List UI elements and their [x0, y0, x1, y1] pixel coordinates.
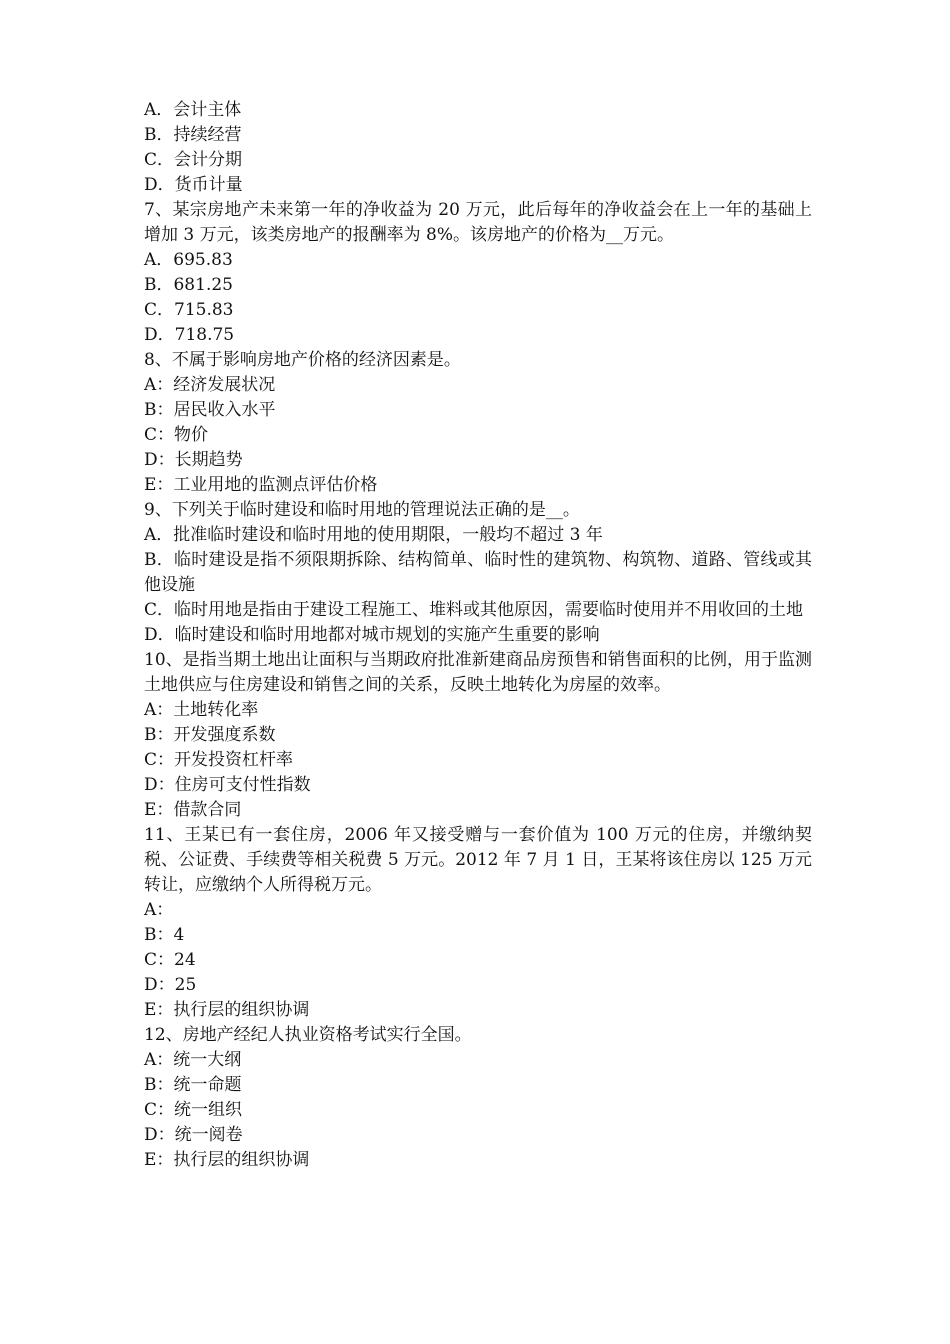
- question-7: 7、某宗房地产未来第一年的净收益为 20 万元，此后每年的净收益会在上一年的基础上增加 3 万元，该类房地产的报酬率为 8%。该房地产的价格为__万元。: [144, 200, 812, 245]
- option-line: C：物价: [144, 425, 209, 445]
- option-line: E：工业用地的监测点评估价格: [144, 475, 378, 495]
- option-line: B．681.25: [144, 275, 233, 295]
- option-line: C．会计分期: [144, 150, 243, 170]
- option-line: D：住房可支付性指数: [144, 775, 311, 795]
- option-line: A：经济发展状况: [144, 375, 276, 395]
- option-line: A：统一大纲: [144, 1050, 242, 1070]
- option-line: B．临时建设是指不须限期拆除、结构简单、临时性的建筑物、构筑物、道路、管线或其他设施: [144, 550, 812, 595]
- option-line: B：开发强度系数: [144, 725, 276, 745]
- option-line: D：25: [144, 975, 197, 995]
- option-line: B．持续经营: [144, 125, 242, 145]
- option-line: D．临时建设和临时用地都对城市规划的实施产生重要的影响: [144, 625, 600, 645]
- option-line: C：24: [144, 950, 196, 970]
- question-9: 9、下列关于临时建设和临时用地的管理说法正确的是__。: [144, 500, 580, 520]
- option-line: D．货币计量: [144, 175, 243, 195]
- option-line: A：土地转化率: [144, 700, 259, 720]
- option-line: D：长期趋势: [144, 450, 243, 470]
- option-line: E：执行层的组织协调: [144, 1000, 310, 1020]
- option-line: A．695.83: [144, 250, 233, 270]
- option-line: B：4: [144, 925, 185, 945]
- option-line: C：开发投资杠杆率: [144, 750, 294, 770]
- document-body: [144, 98, 812, 1173]
- option-line: B：居民收入水平: [144, 400, 276, 420]
- question-12: 12、房地产经纪人执业资格考试实行全国。: [144, 1025, 472, 1045]
- option-line: A．批准临时建设和临时用地的使用期限，一般均不超过 3 年: [144, 525, 603, 545]
- option-line: C：统一组织: [144, 1100, 243, 1120]
- question-10: 10、是指当期土地出让面积与当期政府批准新建商品房预售和销售面积的比例，用于监测土地供应与住房建设和销售之间的关系，反映土地转化为房屋的效率。: [144, 650, 812, 695]
- question-11: 11、王某已有一套住房，2006 年又接受赠与一套价值为 100 万元的住房，并缴纳契税、公证费、手续费等相关税费 5 万元。2012 年 7 月 1 日，王某将该住房以 125 万元转让，应缴纳个人所得税万元。: [144, 825, 812, 895]
- option-line: D：统一阅卷: [144, 1125, 243, 1145]
- option-line: C．临时用地是指由于建设工程施工、堆料或其他原因，需要临时使用并不用收回的土地: [144, 600, 804, 620]
- question-8: 8、不属于影响房地产价格的经济因素是。: [144, 350, 461, 370]
- option-line: B：统一命题: [144, 1075, 242, 1095]
- option-line: D．718.75: [144, 325, 235, 345]
- option-line: A．会计主体: [144, 100, 242, 120]
- option-line: E：执行层的组织协调: [144, 1150, 310, 1170]
- option-line: E：借款合同: [144, 800, 242, 820]
- option-line: C．715.83: [144, 300, 234, 320]
- option-line: A：: [144, 900, 174, 920]
